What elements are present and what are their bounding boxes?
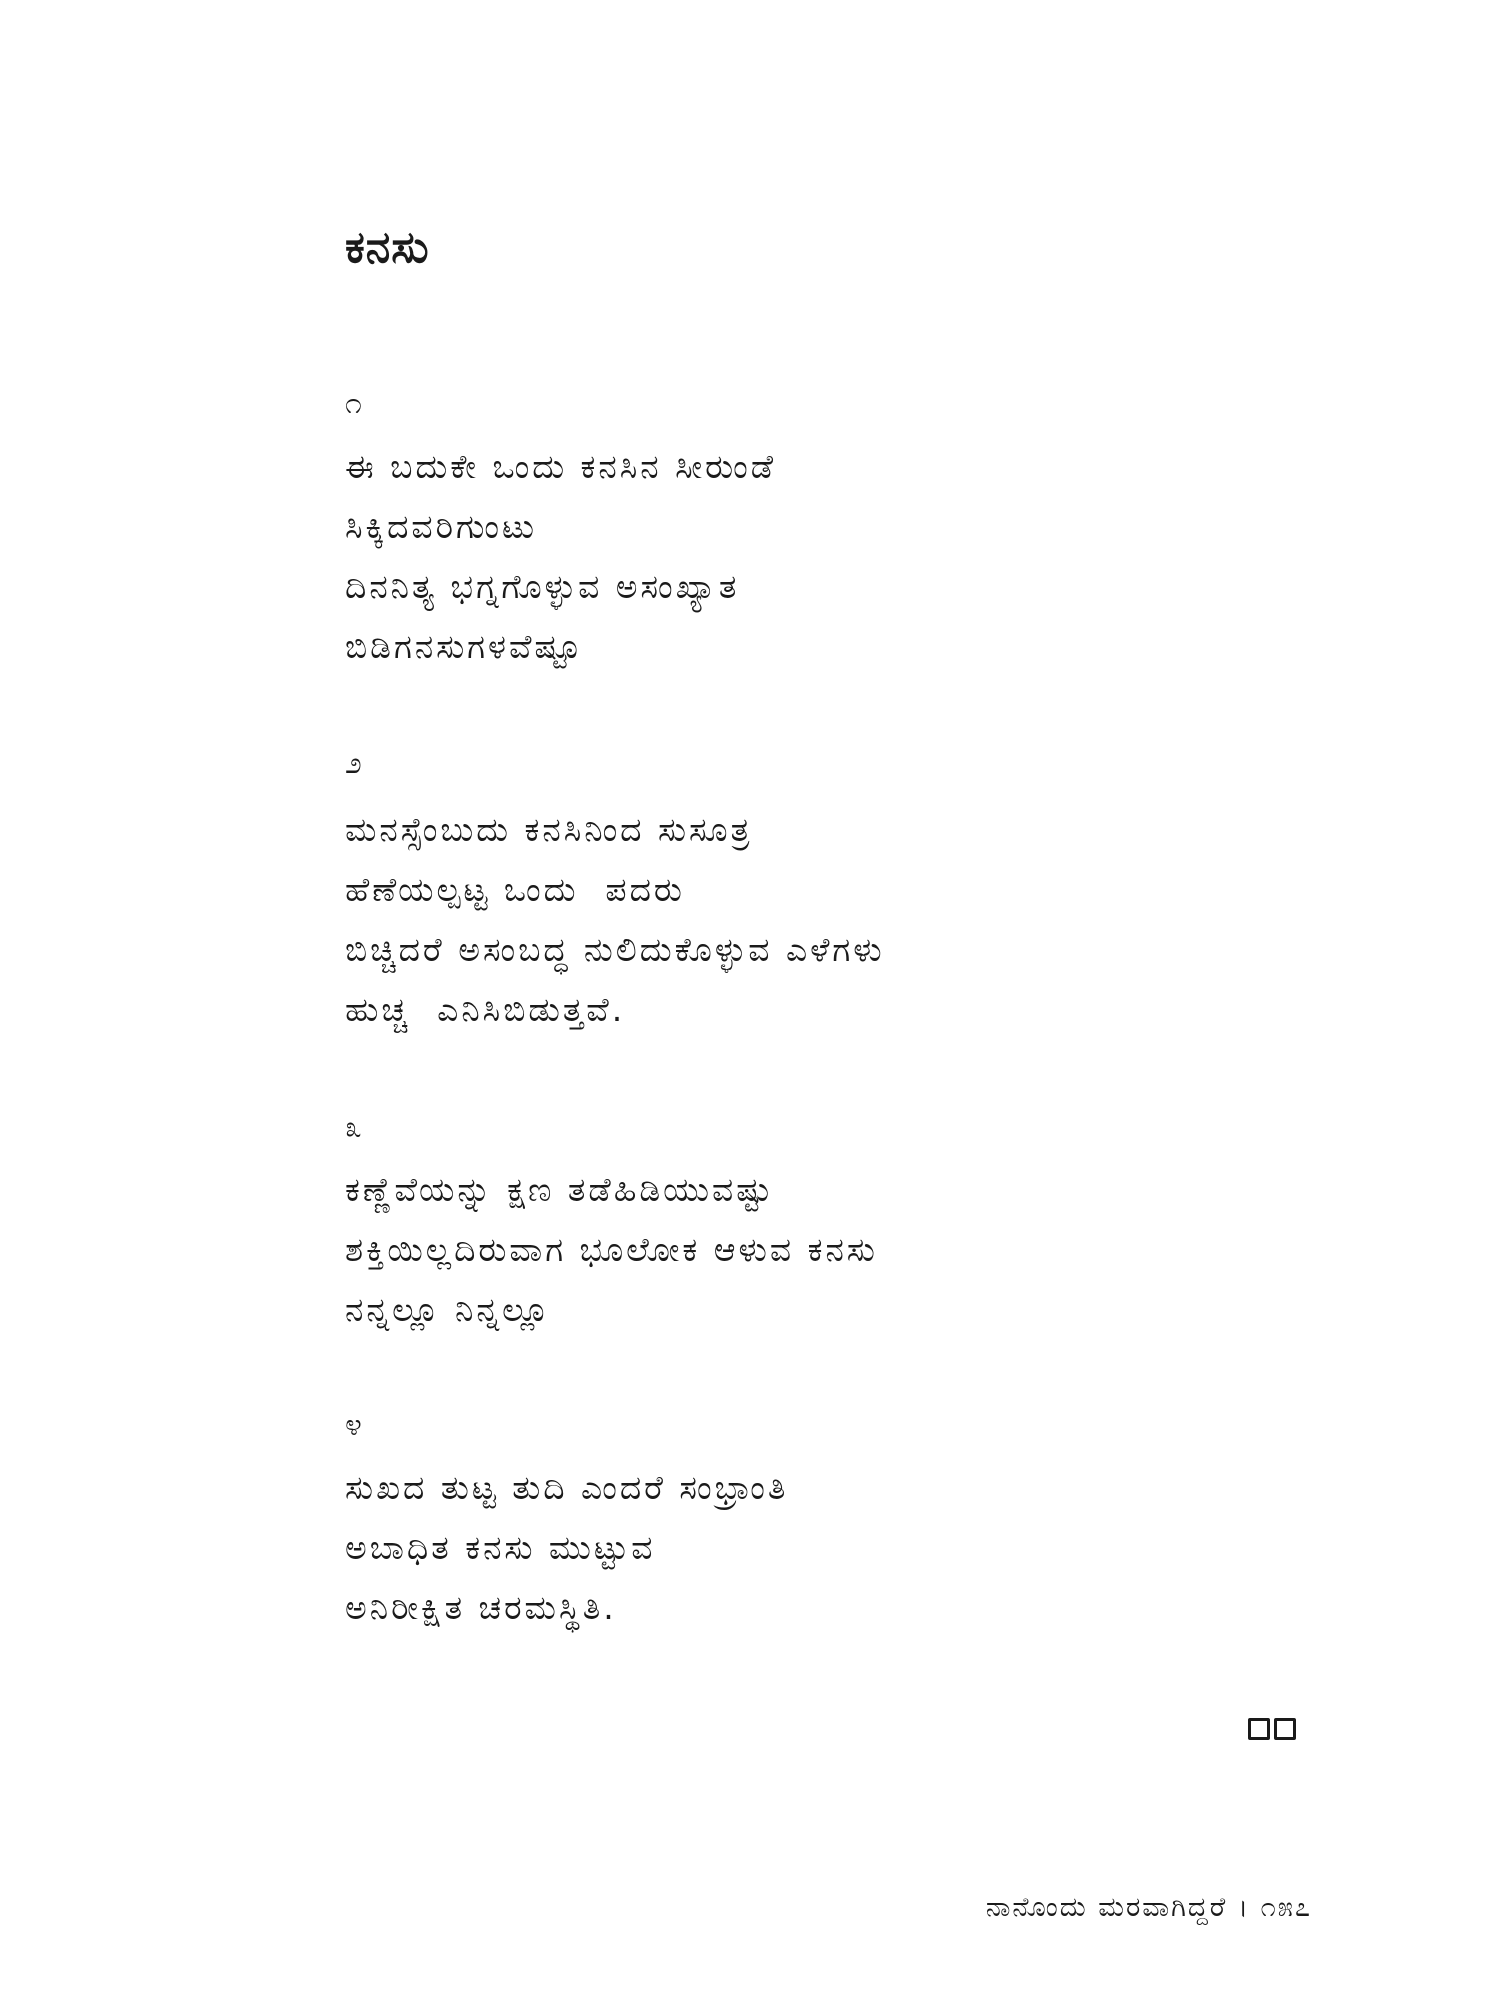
stanza-3-line-2: ಶಕ್ತಿಯಿಲ್ಲದಿರುವಾಗ ಭೂಲೋಕ ಆಳುವ ಕನಸು <box>345 1230 878 1269</box>
footer-separator: । <box>1237 1892 1251 1923</box>
end-of-poem-ornament <box>1248 1718 1296 1740</box>
stanza-3-line-3: ನನ್ನಲ್ಲೂ ನಿನ್ನಲ್ಲೂ <box>345 1290 552 1329</box>
stanza-2-line-3: ಬಿಚ್ಚಿದರೆ ಅಸಂಬದ್ಧ ನುಲಿದುಕೊಳ್ಳುವ ಎಳೆಗಳು <box>345 930 885 969</box>
stanza-2-line-2: ಹೆಣೆಯಲ್ಪಟ್ಟ ಒಂದು ಪದರು <box>345 870 685 909</box>
stanza-4 <box>345 1458 788 1638</box>
stanza-3-number: ೩ <box>345 1110 362 1145</box>
stanza-1-number: ೧ <box>345 386 362 421</box>
poem-title: ಕನಸು <box>345 222 430 273</box>
stanza-1-line-4: ಬಿಡಿಗನಸುಗಳವೆಷ್ಟೂ <box>345 627 584 666</box>
stanza-2-line-1: ಮನಸ್ಸೆಂಬುದು ಕನಸಿನಿಂದ ಸುಸೂತ್ರ <box>345 810 753 849</box>
stanza-4-line-3: ಅನಿರೀಕ್ಷಿತ ಚರಮಸ್ಥಿತಿ. <box>345 1588 617 1627</box>
stanza-1-line-2: ಸಿಕ್ಕಿದವರಿಗುಂಟು <box>345 507 538 546</box>
page-footer <box>986 1892 1312 1924</box>
stanza-4-line-1: ಸುಖದ ತುಟ್ಟ ತುದಿ ಎಂದರೆ ಸಂಭ್ರಾಂತಿ <box>345 1468 789 1507</box>
book-title: ನಾನೊಂದು ಮರವಾಗಿದ್ದರೆ <box>985 1892 1228 1923</box>
square-ornament-icon <box>1274 1718 1296 1740</box>
stanza-2-number: ೨ <box>345 746 362 781</box>
stanza-1-line-1: ಈ ಬದುಕೇ ಒಂದು ಕನಸಿನ ಸೀರುಂಡೆ <box>345 447 777 486</box>
stanza-1-line-3: ದಿನನಿತ್ಯ ಭಗ್ನಗೊಳ್ಳುವ ಅಸಂಖ್ಯಾತ <box>345 567 740 606</box>
page-number: ೧೫೭ <box>1260 1892 1312 1923</box>
stanza-3-line-1: ಕಣ್ಣೆವೆಯನ್ನು ಕ್ಷಣ ತಡೆಹಿಡಿಯುವಷ್ಟು <box>345 1170 775 1209</box>
stanza-4-number: ೪ <box>345 1408 362 1443</box>
stanza-2-line-4: ಹುಚ್ಚ ಎನಿಸಿಬಿಡುತ್ತವೆ. <box>345 990 626 1029</box>
stanza-4-line-2: ಅಬಾಧಿತ ಕನಸು ಮುಟ್ಟುವ <box>345 1528 656 1567</box>
stanza-1 <box>345 437 776 677</box>
square-ornament-icon <box>1248 1718 1270 1740</box>
stanza-2 <box>345 800 885 1040</box>
stanza-3 <box>345 1160 878 1340</box>
